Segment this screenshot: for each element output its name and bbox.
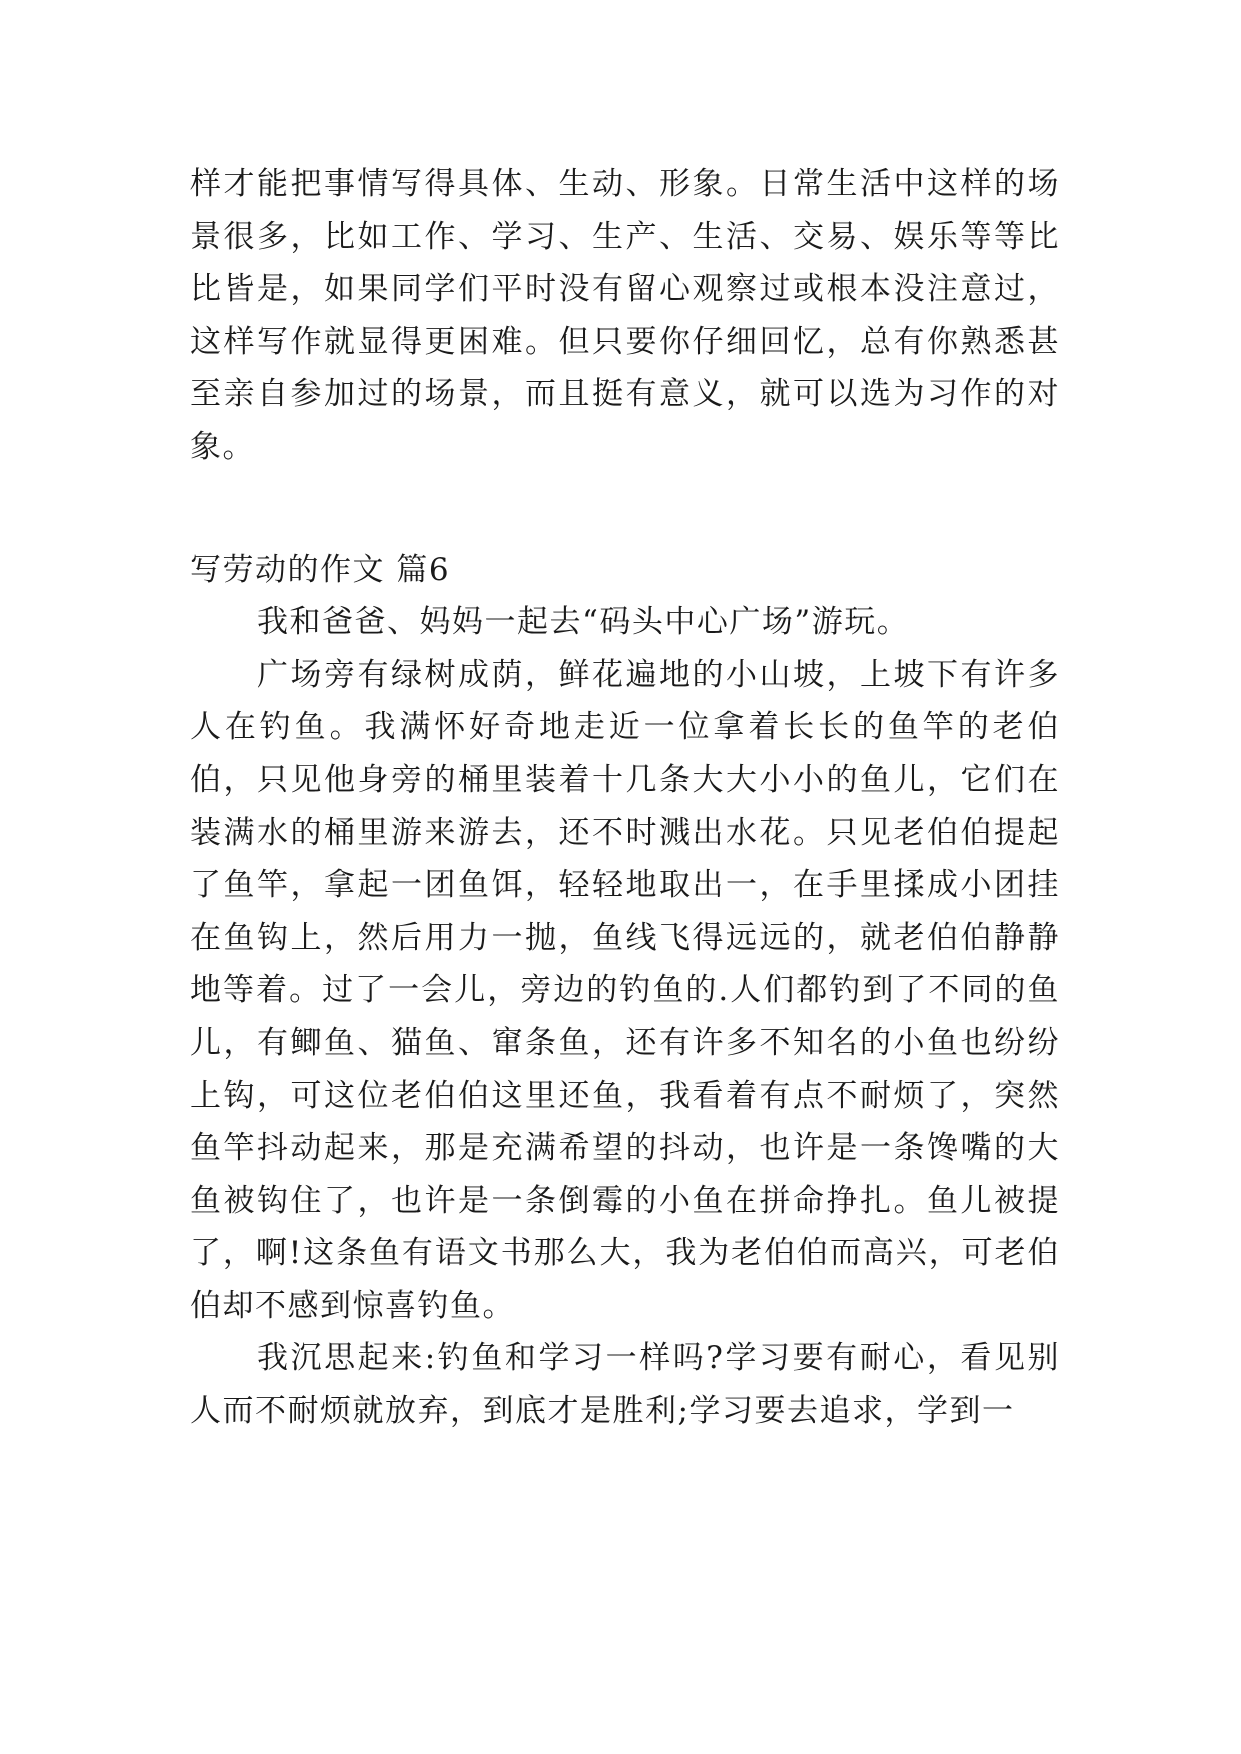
section-spacer: [190, 474, 1060, 544]
paragraph-continued: 样才能把事情写得具体、生动、形象。日常生活中这样的场景很多，比如工作、学习、生产、生活、交易、娱乐等等比比皆是，如果同学们平时没有留心观察过或根本没注意过，这样写作就显得更困难。但只要你仔细回忆，总有你熟悉甚至亲自参加过的场景，而且挺有意义，就可以选为习作的对象。: [190, 166, 1060, 465]
paragraph-reflection: 我沉思起来:钓鱼和学习一样吗?学习要有耐心，看见别人而不耐烦就放弃，到底才是胜利;学习要去追求，学到一: [190, 1340, 1060, 1430]
document-body: [190, 158, 1060, 1438]
paragraph-fishing: 广场旁有绿树成荫，鲜花遍地的小山坡，上坡下有许多人在钓鱼。我满怀好奇地走近一位拿着长长的鱼竿的老伯伯，只见他身旁的桶里装着十几条大大小小的鱼儿，它们在装满水的桶里游来游去，还不时溅出水花。只见老伯伯提起了鱼竿，拿起一团鱼饵，轻轻地取出一，在手里揉成小团挂在鱼钩上，然后用力一抛，鱼线飞得远远的，就老伯伯静静地等着。过了一会儿，旁边的钓鱼的.人们都钓到了不同的鱼儿，有鲫鱼、猫鱼、窜条鱼，还有许多不知名的小鱼也纷纷上钩，可这位老伯伯这里还鱼，我看着有点不耐烦了，突然鱼竿抖动起来，那是充满希望的抖动，也许是一条馋嘴的大鱼被钩住了，也许是一条倒霉的小鱼在拼命挣扎。鱼儿被提了，啊!这条鱼有语文书那么大，我为老伯伯而高兴，可老伯伯却不感到惊喜钓鱼。: [190, 656, 1060, 1324]
paragraph-intro: 我和爸爸、妈妈一起去“码头中心广场”游玩。: [257, 604, 910, 641]
section-title: 写劳动的作文 篇6: [190, 551, 451, 588]
